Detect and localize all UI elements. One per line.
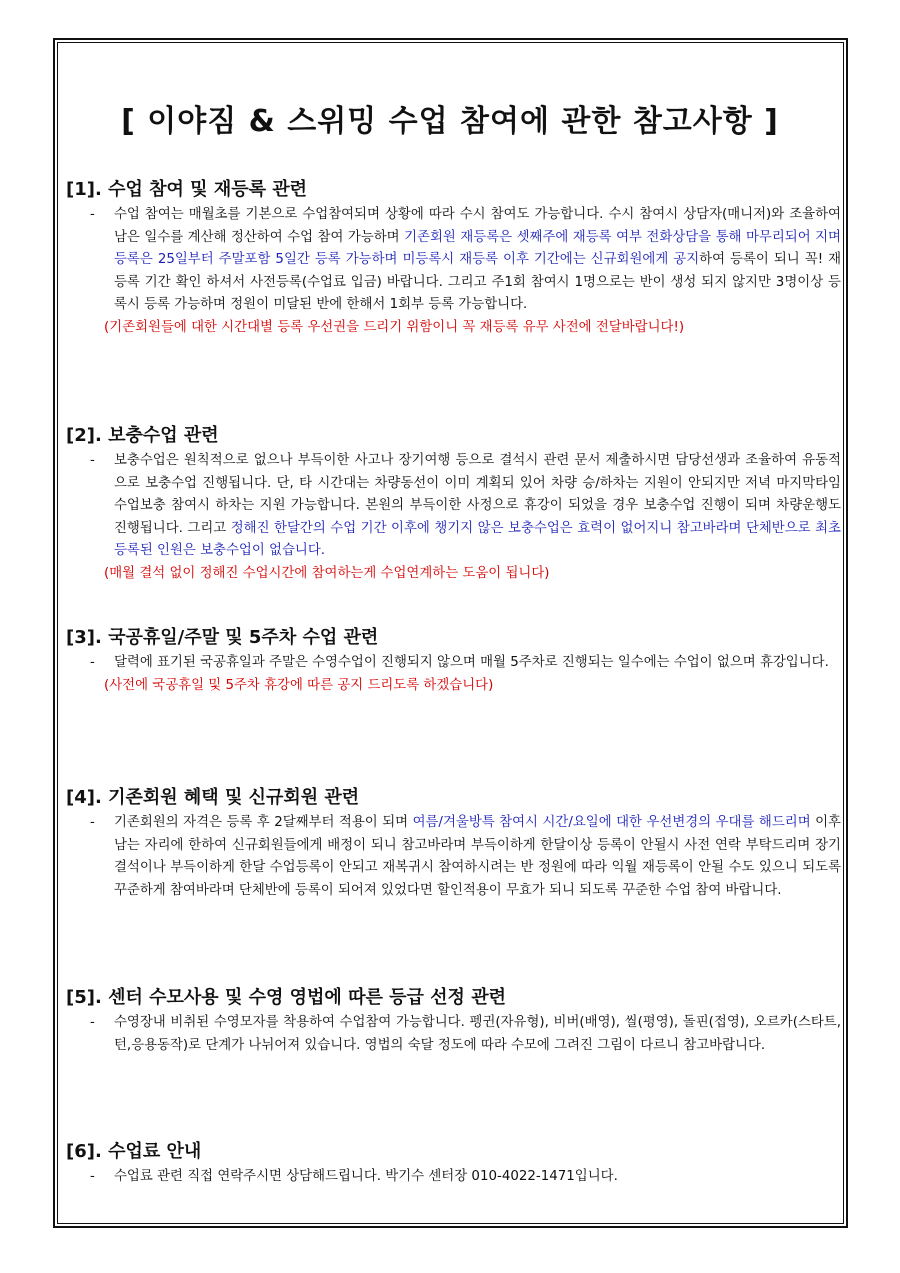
section-5-body: [90, 1012, 841, 1057]
section-2: [66, 424, 841, 586]
section-3-note: (사전에 국공휴일 및 5주차 휴강에 따른 공지 드리도록 하겠습니다): [104, 677, 494, 693]
section-6-text: 수업료 관련 직접 연락주시면 상담해드립니다. 박기수 센터장 010-4022-1471입니다.: [114, 1169, 618, 1184]
section-5: [66, 986, 841, 1057]
section-1: [66, 178, 841, 340]
section-3-body: [90, 652, 841, 675]
bullet-dash: -: [90, 453, 95, 468]
section-3-text: 달력에 표기된 국공휴일과 주말은 수영수업이 진행되지 않으며 매월 5주차로 진행되는 일수에는 수업이 없으며 휴강입니다.: [114, 655, 829, 670]
bullet-dash: -: [90, 815, 95, 830]
section-2-blue-text: 정해진 한달간의 수업 기간 이후에 챙기지 않은 보충수업은 효력이 없어지니 참고바라며 단체반으로 최초 등록된 인원은 보충수업이 없습니다.: [114, 520, 841, 559]
section-2-body: [90, 450, 841, 563]
section-1-text: 수업 참여는 매월초를 기본으로 수업참여되며 상황에 따라 수시 참여도 가능합니다. 수시 참여시 상담자(매니저)와 조율하여 남은 일수를 계산해 정산하여 수업 참여 가능하며: [114, 207, 841, 245]
section-4-body: [90, 812, 841, 902]
section-4-text: 기존회원의 자격은 등록 후 2달째부터 적용이 되며: [114, 815, 413, 830]
section-1-note: (기존회원들에 대한 시간대별 등록 우선권을 드리기 위함이니 꼭 재등록 유무 사전에 전달바랍니다!): [104, 319, 685, 335]
section-1-text-cont: 하여 등록이 되니 꼭! 재등록 기간 확인 하셔서 사전등록(수업료 입금) 바랍니다. 그리고 주1회 참여시 1명으로는 반이 생성 되지 않지만 3명이상 등록시 등록 가능하며 정원이 미달된 반에 한해서 1회부 등록 가능합니다.: [114, 252, 842, 313]
section-4: [66, 786, 841, 902]
section-2-text: 보충수업은 원칙적으로 없으나 부득이한 사고나 장기여행 등으로 결석시 관련 문서 제출하시면 담당선생과 조율하여 유동적으로 보충수업 진행됩니다. 단, 타 시간대는 차량동선이 이미 계획되 있어 차량 승/하차는 지원이 안되지만 저녁 마지막타임 수업보충 참여시 하차는 지원 가능합니다. 본원의 부득이한 사정으로 휴강이 되었을 경우 보충수업 진행이 되며 차량운행도 진행됩니다. 그리고: [114, 453, 841, 536]
section-2-note: (매월 결석 없이 정해진 수업시간에 참여하는게 수업연계하는 도움이 됩니다): [104, 565, 550, 581]
bullet-dash: -: [90, 207, 95, 222]
section-6: [66, 1140, 841, 1189]
section-2-heading: [2]. 보충수업 관련: [66, 425, 219, 446]
section-4-blue-text: 여름/겨울방특 참여시 시간/요일에 대한 우선변경의 우대를 해드리며: [412, 815, 811, 830]
document-title: [ 이야짐 & 스위밍 수업 참여에 관한 참고사항 ]: [121, 104, 779, 139]
bullet-dash: -: [90, 1015, 95, 1030]
section-3: [66, 626, 841, 697]
bullet-dash: -: [90, 655, 95, 670]
section-1-body: [90, 204, 842, 317]
section-1-heading: [1]. 수업 참여 및 재등록 관련: [66, 179, 308, 200]
section-6-body: [90, 1166, 841, 1189]
section-6-heading: [6]. 수업료 안내: [66, 1141, 202, 1162]
section-1-blue-text: 기존회원 재등록은 셋째주에 재등록 여부 전화상담을 통해 마무리되어 지며 등록은 25일부터 주말포함 5일간 등록 가능하며 미등록시 재등록 이후 기간에는 신규회원에게 공지: [114, 229, 841, 268]
section-4-text-cont: 이후 남는 자리에 한하여 신규회원들에게 배정이 되니 참고바라며 부득이하게 한달이상 등록이 안될시 사전 연락 부탁드리며 장기결석이나 부득이하게 한달 수업등록이 안되고 재복귀시 참여하시려는 반 정원에 따라 익월 재등록이 안될 수도 있으니 되도록 꾸준하게 참여바라며 단체반에 등록이 되어져 있었다면 할인적용이 무효가 되니 되도록 꾸준한 수업 참여 바랍니다.: [114, 815, 841, 898]
section-3-heading: [3]. 국공휴일/주말 및 5주차 수업 관련: [66, 627, 379, 648]
section-5-text: 수영장내 비취된 수영모자를 착용하여 수업참여 가능합니다. 펭귄(자유형), 비버(배영), 씰(평영), 돌핀(접영), 오르카(스타트,턴,응용동작)로 단계가 나뉘어져 있습니다. 영법의 숙달 정도에 따라 수모에 그려진 그림이 다르니 참고바랍니다.: [114, 1015, 841, 1053]
section-5-heading: [5]. 센터 수모사용 및 수영 영법에 따른 등급 선정 관련: [66, 987, 506, 1008]
bullet-dash: -: [90, 1169, 95, 1184]
section-4-heading: [4]. 기존회원 혜택 및 신규회원 관련: [66, 787, 360, 808]
